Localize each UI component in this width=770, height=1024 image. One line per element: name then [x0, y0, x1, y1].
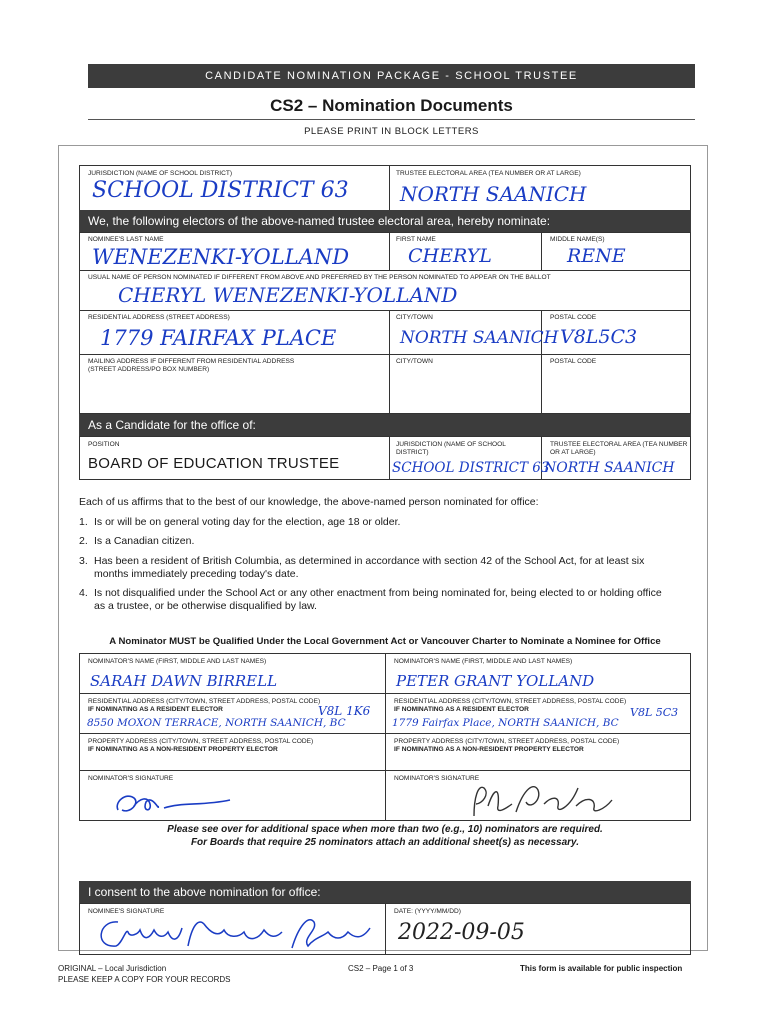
- nominator-name-label: NOMINATOR'S NAME (FIRST, MIDDLE AND LAST NAMES): [88, 658, 267, 665]
- nominators-note-1: Please see over for additional space when more than two (e.g., 10) nominators are required.: [167, 824, 603, 835]
- footer-keep-copy: PLEASE KEEP A COPY FOR YOUR RECORDS: [58, 975, 231, 984]
- nominator-prop-label: PROPERTY ADDRESS (CITY/TOWN, STREET ADDRESS, POSTAL CODE): [394, 738, 620, 745]
- nominators-note-2: For Boards that require 25 nominators attach an additional sheet(s) as necessary.: [190, 837, 580, 848]
- office-jurisdiction-label: JURISDICTION (NAME OF SCHOOL DISTRICT): [396, 441, 506, 456]
- office-jurisdiction-value[interactable]: SCHOOL DISTRICT 63: [392, 460, 550, 476]
- jurisdiction-label: JURISDICTION (NAME OF SCHOOL DISTRICT): [88, 170, 233, 177]
- affirm-item: Has been a resident of British Columbia, as determined in accordance with section 42 of the School Act, for at least six months immediately preceding today's date.: [94, 555, 645, 580]
- title-rule: [88, 119, 695, 120]
- mailing-address-label: MAILING ADDRESS IF DIFFERENT FROM RESIDENTIAL ADDRESS (STREET ADDRESS/PO BOX NUMBER): [88, 358, 295, 373]
- city-value[interactable]: NORTH SAANICH: [400, 328, 559, 348]
- middle-name-value[interactable]: RENE: [567, 245, 626, 267]
- nominator-prop-label: PROPERTY ADDRESS (CITY/TOWN, STREET ADDRESS, POSTAL CODE): [88, 738, 314, 745]
- nominator-res-label-2: IF NOMINATING AS A RESIDENT ELECTOR: [88, 706, 223, 713]
- form-banner: CANDIDATE NOMINATION PACKAGE - SCHOOL TRUSTEE: [88, 64, 695, 88]
- electoral-area-label: TRUSTEE ELECTORAL AREA (TEA NUMBER OR AT LARGE): [396, 170, 581, 177]
- nominator-2-postal[interactable]: V8L 5C3: [630, 706, 679, 719]
- electoral-area-value[interactable]: NORTH SAANICH: [400, 182, 587, 206]
- usual-name-value[interactable]: CHERYL WENEZENKI-YOLLAND: [118, 283, 458, 307]
- nominator-2-address[interactable]: 1779 Fairfax Place, NORTH SAANICH, BC: [392, 717, 619, 729]
- nominator-res-label-2: IF NOMINATING AS A RESIDENT ELECTOR: [394, 706, 529, 713]
- city-label: CITY/TOWN: [396, 314, 433, 321]
- nominee-signature-label: NOMINEE'S SIGNATURE: [88, 908, 165, 915]
- form-subtitle: PLEASE PRINT IN BLOCK LETTERS: [304, 126, 479, 137]
- last-name-label: NOMINEE'S LAST NAME: [88, 236, 164, 243]
- consent-date-value[interactable]: 2022-09-05: [398, 920, 525, 945]
- nominee-section-bar: We, the following electors of the above-named trustee electoral area, hereby nominate:: [79, 210, 691, 232]
- office-tea-value[interactable]: NORTH SAANICH: [544, 460, 675, 476]
- divider: [385, 903, 386, 955]
- position-label: POSITION: [88, 441, 120, 448]
- divider: [541, 232, 542, 270]
- consent-section-bar: I consent to the above nomination for office:: [79, 881, 691, 903]
- last-name-value[interactable]: WENEZENKI-YOLLAND: [92, 245, 350, 269]
- candidate-section-bar: As a Candidate for the office of:: [79, 414, 691, 436]
- consent-date-label: DATE: (YYYY/MM/DD): [394, 908, 461, 915]
- affirm-item: Is or will be on general voting day for the election, age 18 or older.: [94, 516, 401, 528]
- item-number: 4.: [79, 587, 88, 599]
- nominator-prop-label-2: IF NOMINATING AS A NON-RESIDENT PROPERTY ELECTOR: [88, 746, 278, 753]
- residential-address-value[interactable]: 1779 FAIRFAX PLACE: [100, 326, 337, 350]
- mailing-city-label: CITY/TOWN: [396, 358, 433, 365]
- divider: [389, 436, 390, 480]
- usual-name-label: USUAL NAME OF PERSON NOMINATED IF DIFFERENT FROM ABOVE AND PREFERRED BY THE PERSON NOMINATED TO APPEAR ON THE BALLOT: [88, 274, 551, 281]
- divider: [389, 310, 390, 414]
- nominator-1-postal[interactable]: V8L 1K6: [318, 704, 371, 718]
- first-name-value[interactable]: CHERYL: [408, 245, 492, 267]
- nominator-1-signature[interactable]: [112, 788, 252, 818]
- postal-code-label: POSTAL CODE: [550, 314, 597, 321]
- divider: [389, 232, 390, 270]
- affirm-item: Is a Canadian citizen.: [94, 535, 195, 547]
- affirm-item: Is not disqualified under the School Act or any other enactment from being nominated for, being elected to or holding office as a trustee, or be otherwise disqualified by law.: [94, 587, 662, 612]
- nominators-heading: A Nominator MUST be Qualified Under the Local Government Act or Vancouver Charter to Nominate a Nominee for Office: [109, 636, 661, 647]
- mailing-postal-label: POSTAL CODE: [550, 358, 597, 365]
- form-title: CS2 – Nomination Documents: [270, 96, 513, 115]
- nominator-res-label: RESIDENTIAL ADDRESS (CITY/TOWN, STREET ADDRESS, POSTAL CODE): [394, 698, 627, 705]
- middle-name-label: MIDDLE NAME(S): [550, 236, 605, 243]
- item-number: 2.: [79, 535, 88, 547]
- divider: [541, 310, 542, 414]
- footer-original: ORIGINAL – Local Jurisdiction: [58, 964, 167, 973]
- affirm-intro: Each of us affirms that to the best of our knowledge, the above-named person nominated for office:: [79, 496, 539, 508]
- postal-code-value[interactable]: V8L5C3: [560, 326, 638, 348]
- row-divider: [79, 310, 691, 311]
- footer-public: This form is available for public inspection: [520, 964, 683, 973]
- footer-page: CS2 – Page 1 of 3: [348, 964, 414, 973]
- nominator-name-label: NOMINATOR'S NAME (FIRST, MIDDLE AND LAST NAMES): [394, 658, 573, 665]
- nominator-prop-label-2: IF NOMINATING AS A NON-RESIDENT PROPERTY ELECTOR: [394, 746, 584, 753]
- nominator-2-signature[interactable]: [460, 778, 620, 822]
- position-value: BOARD OF EDUCATION TRUSTEE: [88, 455, 340, 472]
- nominator-sig-label: NOMINATOR'S SIGNATURE: [394, 775, 480, 782]
- row-divider: [79, 354, 691, 355]
- nominator-res-label: RESIDENTIAL ADDRESS (CITY/TOWN, STREET ADDRESS, POSTAL CODE): [88, 698, 321, 705]
- divider: [385, 653, 386, 821]
- nominator-sig-label: NOMINATOR'S SIGNATURE: [88, 775, 174, 782]
- row-divider: [79, 733, 691, 734]
- row-divider: [79, 770, 691, 771]
- nominee-signature[interactable]: [88, 908, 378, 958]
- nominator-1-address[interactable]: 8550 MOXON TERRACE, NORTH SAANICH, BC: [87, 717, 346, 729]
- item-number: 3.: [79, 555, 88, 567]
- jurisdiction-value[interactable]: SCHOOL DISTRICT 63: [92, 178, 349, 203]
- row-divider: [79, 270, 691, 271]
- row-divider: [79, 693, 691, 694]
- divider: [389, 165, 390, 213]
- residential-address-label: RESIDENTIAL ADDRESS (STREET ADDRESS): [88, 314, 230, 321]
- item-number: 1.: [79, 516, 88, 528]
- nominator-1-name[interactable]: SARAH DAWN BIRRELL: [90, 672, 278, 690]
- first-name-label: FIRST NAME: [396, 236, 436, 243]
- nominator-2-name[interactable]: PETER GRANT YOLLAND: [396, 672, 595, 690]
- office-tea-label: TRUSTEE ELECTORAL AREA (TEA NUMBER OR AT LARGE): [550, 441, 688, 456]
